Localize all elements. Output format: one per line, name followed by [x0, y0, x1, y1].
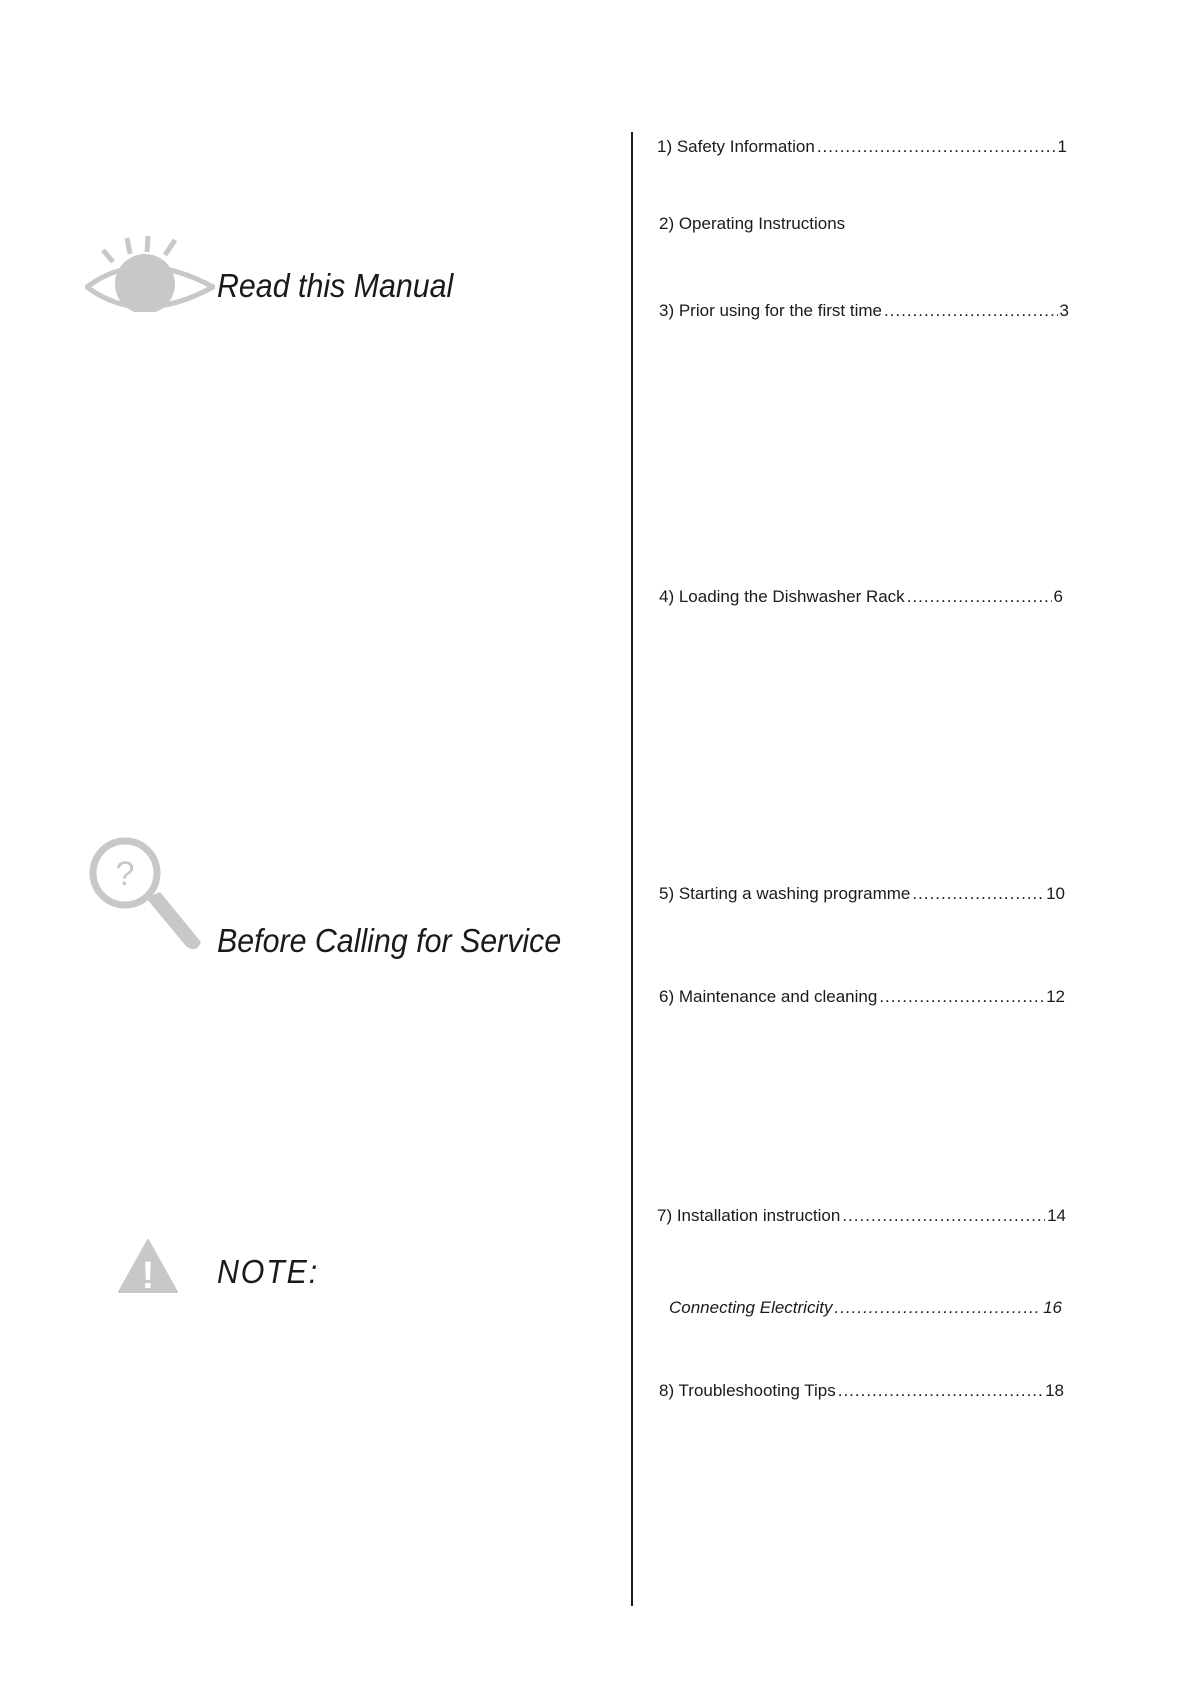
toc-page: 6	[1053, 587, 1063, 606]
toc-leader	[838, 1381, 1043, 1401]
toc-label: 7) Installation instruction	[657, 1206, 841, 1225]
toc-page: 16	[1043, 1298, 1062, 1317]
toc-page: 14	[1047, 1206, 1066, 1225]
toc-page: 12	[1046, 987, 1065, 1006]
column-divider	[631, 132, 633, 1606]
toc-label: 2) Operating Instructions	[659, 214, 846, 233]
toc-entry-safety[interactable]	[657, 137, 1067, 157]
toc-entry-connecting-electricity[interactable]	[669, 1298, 1062, 1318]
toc-label: Connecting Electricity	[669, 1298, 833, 1317]
exclamation-glyph: !	[141, 1255, 155, 1294]
toc-leader	[907, 587, 1052, 607]
toc-page: 1	[1057, 137, 1067, 156]
toc-leader	[879, 987, 1044, 1007]
toc-entry-maintenance[interactable]	[659, 987, 1065, 1007]
toc-page: 10	[1046, 884, 1065, 903]
toc-label: 4) Loading the Dishwasher Rack	[659, 587, 905, 606]
toc-label: 3) Prior using for the first time	[659, 301, 882, 320]
toc-page: 18	[1045, 1381, 1064, 1400]
toc-label: 6) Maintenance and cleaning	[659, 987, 878, 1006]
toc-leader	[834, 1298, 1041, 1318]
toc-leader	[884, 301, 1058, 321]
toc-label: 8) Troubleshooting Tips	[659, 1381, 836, 1400]
toc-label: 1) Safety Information	[657, 137, 815, 156]
toc-entry-operating[interactable]	[659, 214, 845, 234]
toc-leader	[817, 137, 1056, 157]
toc-leader	[842, 1206, 1045, 1226]
magnifier-question-icon	[88, 836, 208, 956]
toc-entry-troubleshooting[interactable]	[659, 1381, 1064, 1401]
toc-leader	[912, 884, 1044, 904]
toc-entry-prior-use[interactable]	[659, 301, 1069, 321]
warning-icon	[117, 1238, 179, 1294]
toc-label: 5) Starting a washing programme	[659, 884, 911, 903]
eye-icon	[85, 232, 215, 312]
toc-page: 3	[1059, 301, 1069, 320]
read-manual-heading: Read this Manual	[217, 267, 454, 304]
toc-entry-loading[interactable]	[659, 587, 1063, 607]
note-heading: NOTE:	[217, 1253, 319, 1290]
question-mark-glyph: ?	[115, 855, 135, 893]
toc-entry-installation[interactable]	[657, 1206, 1066, 1226]
before-service-heading: Before Calling for Service	[217, 922, 562, 959]
toc-entry-starting[interactable]	[659, 884, 1065, 904]
